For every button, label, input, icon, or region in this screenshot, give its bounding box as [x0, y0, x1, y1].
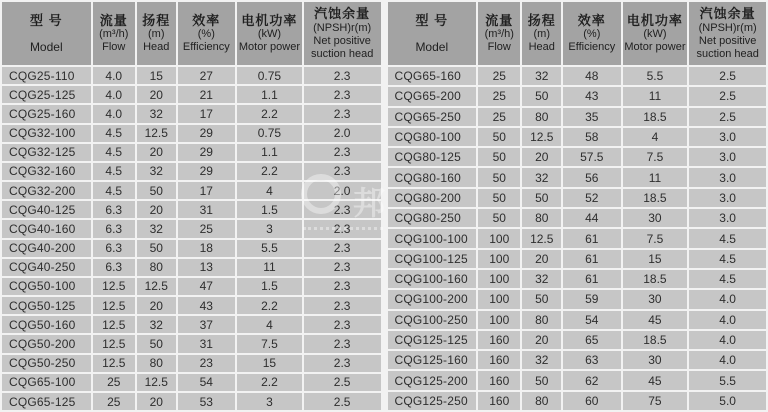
efficiency-cell: 35: [563, 108, 621, 126]
table-row: [2, 259, 381, 276]
head-cell: 32: [522, 67, 561, 85]
npsh-cell: 2.3: [304, 86, 381, 103]
model-cell: CQG80-100: [388, 128, 477, 146]
head-cell: 20: [137, 144, 176, 161]
head-cell: 32: [522, 351, 561, 369]
table-row: [2, 393, 381, 410]
table-row: [388, 371, 767, 389]
motor-power-cell: 5.5: [237, 240, 302, 257]
model-cell: CQG80-200: [388, 189, 477, 207]
npsh-cell: 2.3: [304, 67, 381, 84]
flow-cell: 6.3: [93, 220, 135, 237]
efficiency-cell: 29: [178, 144, 236, 161]
motor-power-cell: 2.2: [237, 374, 302, 391]
motor-power-cell: 30: [623, 290, 688, 308]
column-header-motor-power: 电机功率 (kW) Motor power: [237, 2, 302, 65]
table-row: [388, 250, 767, 268]
model-cell: CQG40-250: [2, 259, 91, 276]
model-cell: CQG25-125: [2, 86, 91, 103]
motor-power-cell: 18.5: [623, 108, 688, 126]
column-header-npsh: 汽蚀余量 (NPSH)r(m) Net positive suction head: [304, 2, 381, 65]
flow-cell: 4.5: [93, 144, 135, 161]
motor-power-cell: 18.5: [623, 331, 688, 349]
motor-power-cell: 1.5: [237, 201, 302, 218]
table-row: [2, 316, 381, 333]
motor-power-cell: 18.5: [623, 189, 688, 207]
model-cell: CQG100-125: [388, 250, 477, 268]
head-cell: 12.5: [522, 128, 561, 146]
motor-power-cell: 4: [237, 316, 302, 333]
column-header-flow: 流量 (m³/h) Flow: [93, 2, 135, 65]
npsh-cell: 3.0: [689, 128, 766, 146]
motor-power-cell: 7.5: [623, 148, 688, 166]
efficiency-cell: 13: [178, 259, 236, 276]
table-row: [2, 163, 381, 180]
motor-power-cell: 45: [623, 371, 688, 389]
npsh-cell: 2.3: [304, 105, 381, 122]
flow-cell: 160: [478, 392, 520, 410]
model-cell: CQG65-160: [388, 67, 477, 85]
motor-power-cell: 45: [623, 311, 688, 329]
table-row: [388, 392, 767, 410]
npsh-cell: 4.0: [689, 290, 766, 308]
flow-cell: 12.5: [93, 335, 135, 352]
flow-cell: 25: [478, 87, 520, 105]
motor-power-cell: 3: [237, 220, 302, 237]
flow-cell: 160: [478, 331, 520, 349]
model-cell: CQG125-125: [388, 331, 477, 349]
flow-cell: 100: [478, 229, 520, 247]
motor-power-cell: 11: [623, 87, 688, 105]
flow-cell: 50: [478, 128, 520, 146]
flow-cell: 100: [478, 250, 520, 268]
motor-power-cell: 15: [237, 355, 302, 372]
flow-cell: 6.3: [93, 240, 135, 257]
flow-cell: 50: [478, 189, 520, 207]
flow-cell: 4.0: [93, 86, 135, 103]
model-cell: CQG80-160: [388, 168, 477, 186]
head-cell: 20: [522, 250, 561, 268]
motor-power-cell: 5.5: [623, 67, 688, 85]
efficiency-cell: 18: [178, 240, 236, 257]
column-header-flow: 流量 (m³/h) Flow: [478, 2, 520, 65]
npsh-cell: 3.0: [689, 168, 766, 186]
head-cell: 12.5: [137, 125, 176, 142]
model-cell: CQG32-160: [2, 163, 91, 180]
model-cell: CQG100-200: [388, 290, 477, 308]
npsh-cell: 2.0: [304, 125, 381, 142]
table-row: [388, 108, 767, 126]
head-cell: 20: [522, 331, 561, 349]
motor-power-cell: 0.75: [237, 125, 302, 142]
table-row: [2, 105, 381, 122]
head-cell: 32: [522, 168, 561, 186]
efficiency-cell: 65: [563, 331, 621, 349]
pump-table-right: [388, 2, 767, 410]
npsh-cell: 2.3: [304, 201, 381, 218]
head-cell: 12.5: [137, 278, 176, 295]
head-cell: 32: [137, 163, 176, 180]
model-cell: CQG65-100: [2, 374, 91, 391]
head-cell: 50: [522, 87, 561, 105]
table-row: [2, 335, 381, 352]
flow-cell: 4.0: [93, 105, 135, 122]
npsh-cell: 2.5: [689, 108, 766, 126]
efficiency-cell: 47: [178, 278, 236, 295]
head-cell: 32: [137, 220, 176, 237]
model-cell: CQG125-250: [388, 392, 477, 410]
table-row: [388, 331, 767, 349]
head-cell: 32: [137, 316, 176, 333]
npsh-cell: 3.0: [689, 189, 766, 207]
efficiency-cell: 17: [178, 182, 236, 199]
model-cell: CQG65-200: [388, 87, 477, 105]
table-row: [388, 87, 767, 105]
head-cell: 50: [522, 189, 561, 207]
head-cell: 50: [137, 335, 176, 352]
column-header-model: 型 号 Model: [2, 2, 91, 65]
table-row: [2, 201, 381, 218]
npsh-cell: 5.0: [689, 392, 766, 410]
npsh-cell: 2.3: [304, 335, 381, 352]
flow-cell: 160: [478, 351, 520, 369]
model-cell: CQG50-125: [2, 297, 91, 314]
npsh-cell: 3.0: [689, 209, 766, 227]
flow-cell: 25: [93, 393, 135, 410]
table-row: [388, 270, 767, 288]
table-row: [388, 189, 767, 207]
motor-power-cell: 11: [623, 168, 688, 186]
npsh-cell: 2.0: [304, 182, 381, 199]
model-cell: CQG125-160: [388, 351, 477, 369]
flow-cell: 12.5: [93, 316, 135, 333]
efficiency-cell: 25: [178, 220, 236, 237]
model-cell: CQG80-250: [388, 209, 477, 227]
head-cell: 80: [522, 209, 561, 227]
motor-power-cell: 1.1: [237, 86, 302, 103]
efficiency-cell: 61: [563, 270, 621, 288]
column-header-head: 扬程 (m) Head: [522, 2, 561, 65]
motor-power-cell: 3: [237, 393, 302, 410]
flow-cell: 100: [478, 290, 520, 308]
npsh-cell: 2.3: [304, 144, 381, 161]
npsh-cell: 2.3: [304, 355, 381, 372]
model-cell: CQG40-125: [2, 201, 91, 218]
table-row: [2, 125, 381, 142]
motor-power-cell: 30: [623, 351, 688, 369]
npsh-cell: 4.0: [689, 351, 766, 369]
motor-power-cell: 7.5: [237, 335, 302, 352]
flow-cell: 50: [478, 209, 520, 227]
motor-power-cell: 2.2: [237, 105, 302, 122]
npsh-cell: 5.5: [689, 371, 766, 389]
motor-power-cell: 30: [623, 209, 688, 227]
column-header-motor-power: 电机功率 (kW) Motor power: [623, 2, 688, 65]
head-cell: 20: [137, 393, 176, 410]
flow-cell: 6.3: [93, 201, 135, 218]
header-row: [2, 2, 381, 65]
head-cell: 80: [522, 108, 561, 126]
table-row: [2, 67, 381, 84]
column-header-npsh: 汽蚀余量 (NPSH)r(m) Net positive suction head: [689, 2, 766, 65]
efficiency-cell: 17: [178, 105, 236, 122]
table-row: [388, 148, 767, 166]
npsh-cell: 4.5: [689, 229, 766, 247]
flow-cell: 4.5: [93, 163, 135, 180]
motor-power-cell: 1.5: [237, 278, 302, 295]
head-cell: 15: [137, 67, 176, 84]
npsh-cell: 4.5: [689, 270, 766, 288]
npsh-cell: 2.5: [689, 67, 766, 85]
head-cell: 12.5: [137, 374, 176, 391]
efficiency-cell: 21: [178, 86, 236, 103]
motor-power-cell: 7.5: [623, 229, 688, 247]
flow-cell: 25: [478, 108, 520, 126]
head-cell: 20: [137, 86, 176, 103]
head-cell: 12.5: [522, 229, 561, 247]
table-row: [2, 144, 381, 161]
model-cell: CQG40-200: [2, 240, 91, 257]
efficiency-cell: 23: [178, 355, 236, 372]
model-cell: CQG100-250: [388, 311, 477, 329]
table-row: [388, 351, 767, 369]
motor-power-cell: 11: [237, 259, 302, 276]
npsh-cell: 2.3: [304, 163, 381, 180]
efficiency-cell: 31: [178, 335, 236, 352]
flow-cell: 50: [478, 148, 520, 166]
npsh-cell: 4.0: [689, 331, 766, 349]
flow-cell: 50: [478, 168, 520, 186]
npsh-cell: 2.3: [304, 220, 381, 237]
table-row: [2, 278, 381, 295]
npsh-cell: 2.5: [304, 393, 381, 410]
table-row: [2, 374, 381, 391]
flow-cell: 6.3: [93, 259, 135, 276]
table-row: [388, 311, 767, 329]
efficiency-cell: 54: [563, 311, 621, 329]
flow-cell: 4.0: [93, 67, 135, 84]
head-cell: 80: [522, 311, 561, 329]
efficiency-cell: 44: [563, 209, 621, 227]
head-cell: 50: [522, 290, 561, 308]
flow-cell: 25: [93, 374, 135, 391]
motor-power-cell: 4: [237, 182, 302, 199]
motor-power-cell: 2.2: [237, 297, 302, 314]
efficiency-cell: 48: [563, 67, 621, 85]
flow-cell: 100: [478, 270, 520, 288]
table-row: [2, 297, 381, 314]
head-cell: 20: [137, 201, 176, 218]
model-cell: CQG50-160: [2, 316, 91, 333]
efficiency-cell: 29: [178, 125, 236, 142]
model-cell: CQG50-250: [2, 355, 91, 372]
column-header-head: 扬程 (m) Head: [137, 2, 176, 65]
efficiency-cell: 63: [563, 351, 621, 369]
table-row: [2, 355, 381, 372]
efficiency-cell: 58: [563, 128, 621, 146]
model-cell: CQG25-160: [2, 105, 91, 122]
flow-cell: 25: [478, 67, 520, 85]
efficiency-cell: 60: [563, 392, 621, 410]
pump-table-left: [2, 2, 381, 410]
head-cell: 50: [522, 371, 561, 389]
efficiency-cell: 43: [178, 297, 236, 314]
model-cell: CQG65-125: [2, 393, 91, 410]
efficiency-cell: 57.5: [563, 148, 621, 166]
table-row: [388, 290, 767, 308]
table-row: [388, 229, 767, 247]
column-header-efficiency: 效率 (%) Efficiency: [563, 2, 621, 65]
npsh-cell: 3.0: [689, 148, 766, 166]
efficiency-cell: 54: [178, 374, 236, 391]
header-row: [388, 2, 767, 65]
npsh-cell: 2.5: [689, 87, 766, 105]
npsh-cell: 2.5: [304, 374, 381, 391]
table-row: [2, 86, 381, 103]
column-header-model: 型 号 Model: [388, 2, 477, 65]
head-cell: 80: [522, 392, 561, 410]
flow-cell: 160: [478, 371, 520, 389]
model-cell: CQG65-250: [388, 108, 477, 126]
npsh-cell: 2.3: [304, 297, 381, 314]
npsh-cell: 4.5: [689, 250, 766, 268]
efficiency-cell: 59: [563, 290, 621, 308]
flow-cell: 12.5: [93, 355, 135, 372]
head-cell: 32: [137, 105, 176, 122]
efficiency-cell: 61: [563, 250, 621, 268]
head-cell: 80: [137, 259, 176, 276]
watermark-text: 邦: [352, 184, 385, 222]
motor-power-cell: 2.2: [237, 163, 302, 180]
table-row: [388, 209, 767, 227]
table-row: [388, 168, 767, 186]
flow-cell: 4.5: [93, 182, 135, 199]
motor-power-cell: 4: [623, 128, 688, 146]
model-cell: CQG125-200: [388, 371, 477, 389]
model-cell: CQG50-200: [2, 335, 91, 352]
efficiency-cell: 61: [563, 229, 621, 247]
motor-power-cell: 1.1: [237, 144, 302, 161]
table-row: [388, 67, 767, 85]
motor-power-cell: 0.75: [237, 67, 302, 84]
column-header-efficiency: 效率 (%) Efficiency: [178, 2, 236, 65]
efficiency-cell: 52: [563, 189, 621, 207]
head-cell: 50: [137, 240, 176, 257]
flow-cell: 4.5: [93, 125, 135, 142]
model-cell: CQG25-110: [2, 67, 91, 84]
motor-power-cell: 75: [623, 392, 688, 410]
head-cell: 80: [137, 355, 176, 372]
motor-power-cell: 15: [623, 250, 688, 268]
npsh-cell: 2.3: [304, 259, 381, 276]
npsh-cell: 4.0: [689, 311, 766, 329]
npsh-cell: 2.3: [304, 278, 381, 295]
head-cell: 20: [522, 148, 561, 166]
model-cell: CQG32-100: [2, 125, 91, 142]
efficiency-cell: 31: [178, 201, 236, 218]
efficiency-cell: 62: [563, 371, 621, 389]
efficiency-cell: 27: [178, 67, 236, 84]
head-cell: 20: [137, 297, 176, 314]
model-cell: CQG100-160: [388, 270, 477, 288]
model-cell: CQG80-125: [388, 148, 477, 166]
efficiency-cell: 37: [178, 316, 236, 333]
efficiency-cell: 43: [563, 87, 621, 105]
flow-cell: 12.5: [93, 297, 135, 314]
model-cell: CQG32-125: [2, 144, 91, 161]
flow-cell: 12.5: [93, 278, 135, 295]
npsh-cell: 2.3: [304, 240, 381, 257]
head-cell: 50: [137, 182, 176, 199]
model-cell: CQG32-200: [2, 182, 91, 199]
head-cell: 32: [522, 270, 561, 288]
table-row: [2, 220, 381, 237]
npsh-cell: 2.3: [304, 316, 381, 333]
efficiency-cell: 56: [563, 168, 621, 186]
table-row: [2, 182, 381, 199]
table-row: [2, 240, 381, 257]
model-cell: CQG40-160: [2, 220, 91, 237]
flow-cell: 100: [478, 311, 520, 329]
model-cell: CQG50-100: [2, 278, 91, 295]
table-row: [388, 128, 767, 146]
motor-power-cell: 18.5: [623, 270, 688, 288]
efficiency-cell: 53: [178, 393, 236, 410]
model-cell: CQG100-100: [388, 229, 477, 247]
efficiency-cell: 29: [178, 163, 236, 180]
